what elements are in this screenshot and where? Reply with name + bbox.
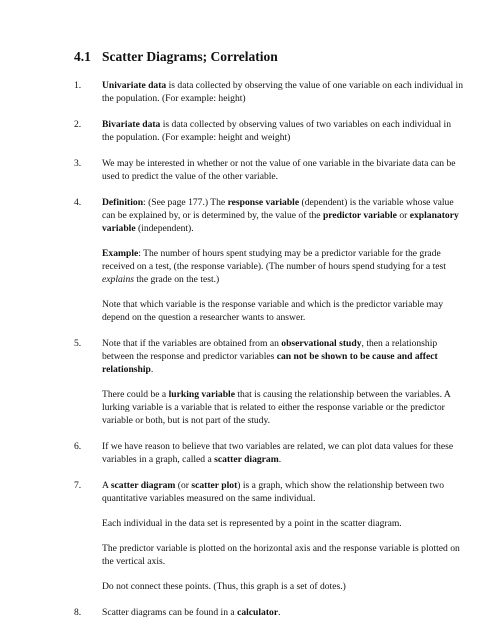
bold-term: Example (102, 248, 139, 259)
bold-term: lurking variable (168, 389, 235, 400)
paragraph (102, 247, 465, 286)
bold-term: observational study (281, 338, 362, 349)
list-item-number: 6. (74, 441, 82, 452)
paragraph (102, 388, 465, 427)
bold-term: response variable (227, 197, 300, 208)
paragraph (102, 337, 465, 376)
bold-term: scatter diagram (214, 454, 279, 465)
text-run: There could be a (102, 389, 169, 400)
text-run: ) is a graph, which show the relationship between two quantitative variables measured on the same individual. (102, 480, 445, 504)
list-item (74, 196, 465, 324)
text-run: Note that if the variables are obtained from an (102, 338, 282, 349)
bold-term: scatter plot (191, 480, 238, 491)
text-run: Scatter diagrams can be found in a (102, 607, 238, 618)
paragraph (102, 479, 465, 505)
text-run: : (See page 177.) The (143, 197, 228, 208)
text-run: . (278, 607, 281, 618)
list-item (74, 337, 465, 427)
paragraph (102, 157, 465, 183)
numbered-list (74, 79, 465, 619)
list-item (74, 440, 465, 466)
paragraph (102, 542, 465, 568)
paragraph (102, 606, 465, 619)
list-item-number: 4. (74, 197, 82, 208)
list-item-number: 7. (74, 480, 82, 491)
text-run: that is causing the relationship between the variables. A lurking variable is a variable that is related to either the response variable or the predictor variable or both, but is not part of the study. (102, 389, 451, 426)
text-run: the grade on the test.) (133, 274, 220, 285)
bold-term: scatter diagram (110, 480, 176, 491)
bold-term: Univariate data (102, 80, 167, 91)
list-item (74, 118, 465, 144)
text-run: (dependent) is the variable whose value can be explained by, or is determined by, the value of the (102, 197, 454, 221)
bold-term: Bivariate data (102, 119, 161, 130)
text-run: , then a relationship between the response and predictor variables (102, 338, 438, 362)
list-item-number: 5. (74, 338, 82, 349)
paragraph (102, 517, 465, 530)
text-run: . (150, 364, 154, 375)
list-item (74, 79, 465, 105)
list-item-number: 3. (74, 158, 82, 169)
list-item-number: 1. (74, 80, 82, 91)
text-run: is data collected by observing the value of one variable on each individual in the population. (For example: height) (102, 80, 464, 104)
text-run: is data collected by observing values of two variables on each individual in the population. (For example: height and weight) (102, 119, 452, 143)
list-item-number: 2. (74, 119, 82, 130)
paragraph (102, 196, 465, 235)
paragraph (102, 118, 465, 144)
text-run: Do not connect these points. (Thus, this graph is a set of dotes.) (102, 581, 346, 592)
text-run: : The number of hours spent studying may be a predictor variable for the grade received on a test, (the response variable). (The number of hours spend studying for a test (102, 248, 446, 272)
section-title: Scatter Diagrams; Correlation (102, 49, 278, 64)
text-run: (or (175, 480, 192, 491)
list-item (74, 479, 465, 593)
text-run: . (278, 454, 282, 465)
bold-term: can not be shown to be cause and affect relationship (102, 351, 438, 375)
text-run: The predictor variable is plotted on the horizontal axis and the response variable is plotted on the vertical axis. (102, 543, 460, 567)
bold-term: calculator (237, 607, 279, 618)
text-run: A (102, 480, 111, 491)
text-run: Each individual in the data set is represented by a point in the scatter diagram. (102, 518, 402, 529)
text-run: (independent). (135, 223, 194, 234)
list-item-number: 8. (74, 607, 82, 618)
italic-term: explains (102, 274, 134, 285)
paragraph (102, 298, 465, 324)
section-heading (74, 49, 465, 65)
bold-term: explanatory variable (102, 210, 459, 234)
text-run: We may be interested in whether or not the value of one variable in the bivariate data can be used to predict the value of the other variable. (102, 158, 456, 182)
bold-term: predictor variable (322, 210, 397, 221)
list-item (74, 157, 465, 183)
bold-term: Definition (102, 197, 144, 208)
text-run: If we have reason to believe that two variables are related, we can plot data values for these variables in a graph, called a (102, 441, 454, 465)
list-item (74, 606, 465, 619)
paragraph (102, 79, 465, 105)
text-run: or (396, 210, 410, 221)
section-number: 4.1 (74, 49, 91, 64)
paragraph (102, 580, 465, 593)
text-run: Note that which variable is the response variable and which is the predictor variable may depend on the question a researcher wants to answer. (102, 299, 443, 323)
paragraph (102, 440, 465, 466)
